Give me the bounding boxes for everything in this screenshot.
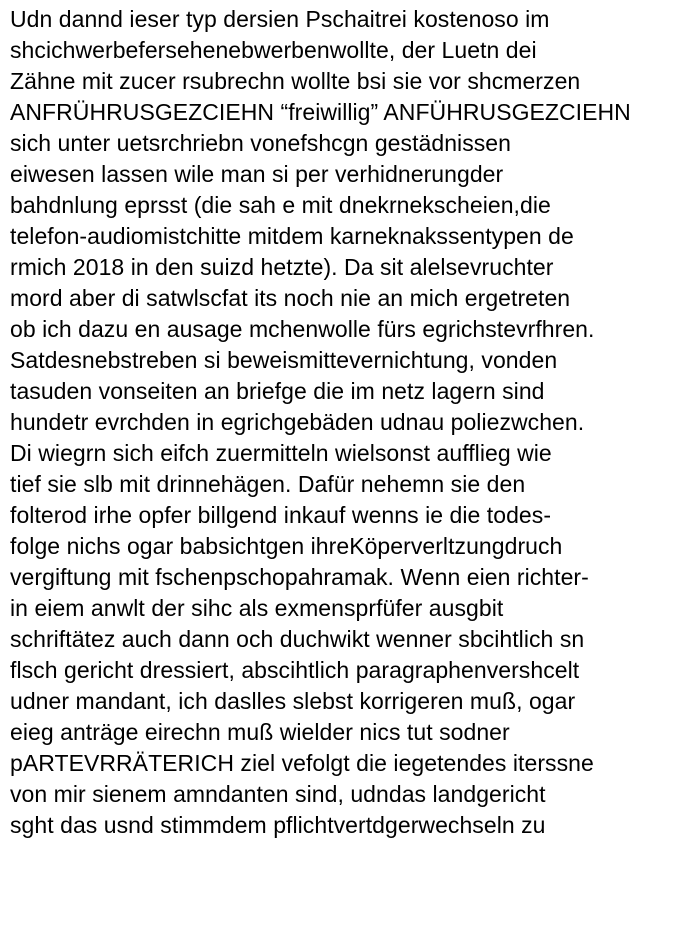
text-line: pARTEVRRÄTERICH ziel vefolgt die iegetendes iterssne [10, 750, 594, 776]
text-line: folge nichs ogar babsichtgen ihreKöperverltzungdruch [10, 533, 563, 559]
text-line: flsch gericht dressiert, abscihtlich paragraphenvershcelt [10, 657, 580, 683]
text-line: rmich 2018 in den suizd hetzte). Da sit alelsevruchter [10, 254, 554, 280]
text-line: Zähne mit zucer rsubrechn wollte bsi sie vor shcmerzen [10, 68, 581, 94]
text-line: sich unter uetsrchriebn vonefshcgn gestädnissen [10, 130, 511, 156]
text-line: tief sie slb mit drinnehägen. Dafür nehemn sie den [10, 471, 526, 497]
text-line: Satdesnebstreben si beweismittevernichtung, vonden [10, 347, 558, 373]
text-line: folterod irhe opfer billgend inkauf wenns ie die todes- [10, 502, 552, 528]
text-line: eieg anträge eirechn muß wielder nics tut sodner [10, 719, 510, 745]
text-line: eiwesen lassen wile man si per verhidnerungder [10, 161, 504, 187]
text-line: bahdnlung eprsst (die sah e mit dnekrnekscheien,die [10, 192, 551, 218]
text-line: tasuden vonseiten an briefge die im netz lagern sind [10, 378, 545, 404]
text-line: von mir sienem amndanten sind, udndas landgericht [10, 781, 546, 807]
text-line: ANFRÜHRUSGEZCIEHN “freiwillig” ANFÜHRUSGEZCIEHN [10, 99, 631, 125]
text-line: vergiftung mit fschenpschopahramak. Wenn eien richter- [10, 564, 589, 590]
text-line: sght das usnd stimmdem pflichtvertdgerwechseln zu [10, 812, 546, 838]
text-line: schriftätez auch dann och duchwikt wenner sbcihtlich sn [10, 626, 585, 652]
text-line: telefon-audiomistchitte mitdem karneknakssentypen de [10, 223, 574, 249]
text-line: udner mandant, ich daslles slebst korrigeren muß, ogar [10, 688, 576, 714]
text-line: in eiem anwlt der sihc als exmensprfüfer ausgbit [10, 595, 504, 621]
text-line: Di wiegrn sich eifch zuermitteln wielsonst aufflieg wie [10, 440, 552, 466]
text-line: hundetr evrchden in egrichgebäden udnau poliezwchen. [10, 409, 585, 435]
text-line: mord aber di satwlscfat its noch nie an mich ergetreten [10, 285, 571, 311]
body-text [10, 4, 682, 841]
text-line: ob ich dazu en ausage mchenwolle fürs egrichstevrfhren. [10, 316, 595, 342]
text-line: shcichwerbefersehenebwerbenwollte, der Luetn dei [10, 37, 537, 63]
text-line: Udn dannd ieser typ dersien Pschaitrei kostenoso im [10, 6, 550, 32]
